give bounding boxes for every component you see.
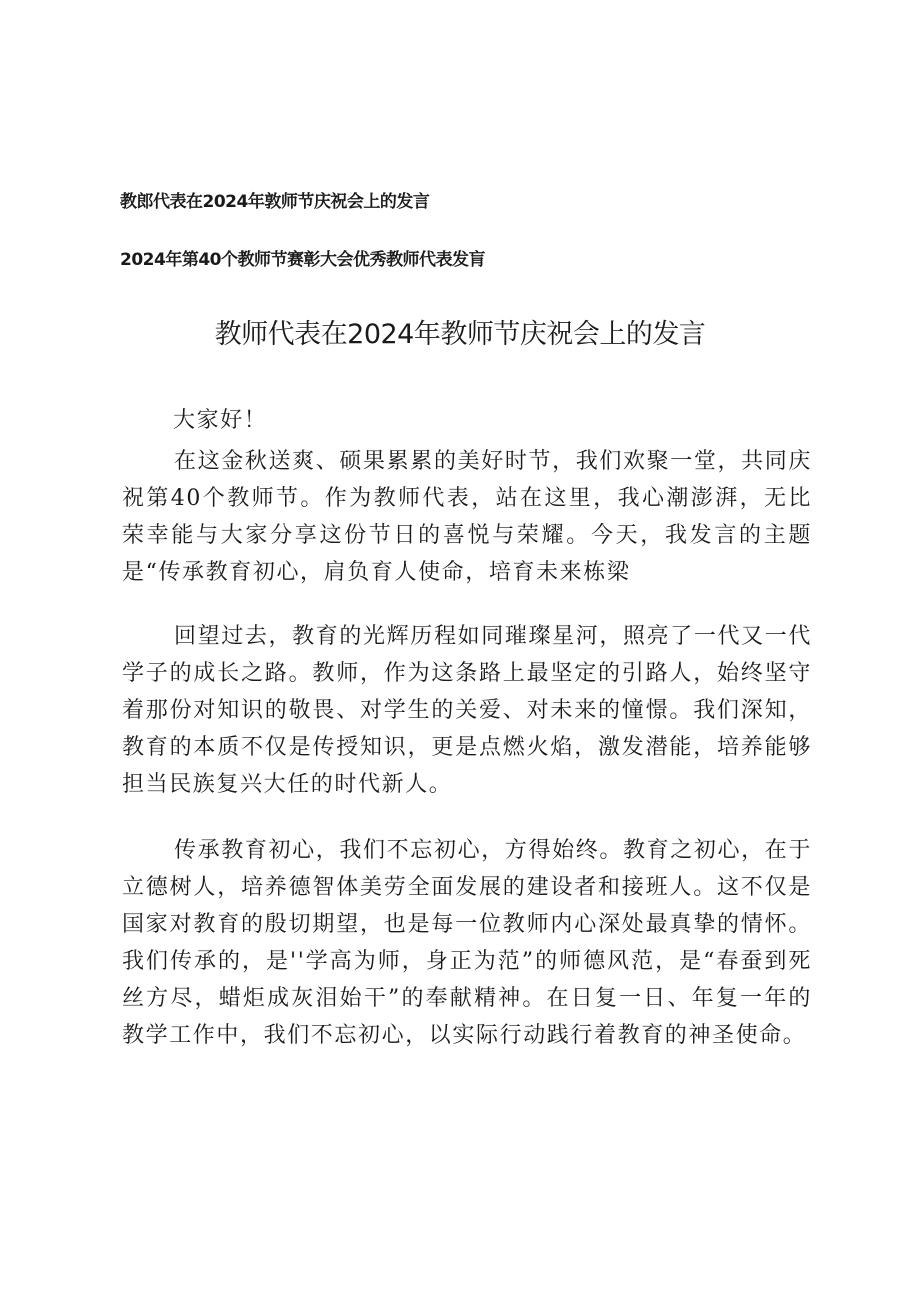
body-paragraph: 在这金秋送爽、硕果累累的美好时节，我们欢聚一堂，共同庆祝第40个教师节。作为教师代表，站在这里，我心潮澎湃，无比荣幸能与大家分享这份节日的喜悦与荣耀。今天，我发言的主题是“传承教育初心，肩负育人使命，培育未来栋梁	[122, 449, 812, 585]
greeting: 大家好！	[173, 408, 268, 433]
document-title: 教师代表在2024年教师节庆祝会上的发言	[214, 319, 706, 350]
toc-entry: 教郎代表在2024年敦师节庆祝会上的发言	[120, 192, 430, 212]
toc-entry: 2024年第40个教师节赛彰大会优秀教师代表发肓	[120, 250, 485, 270]
body-paragraph: 回望过去，教育的光辉历程如同璀璨星河，照亮了一代又一代学子的成长之路。教师，作为这条路上最坚定的引路人，始终坚守着那份对知识的敬畏、对学生的关爱、对未来的憧憬。我们深知，教育的本质不仅是传授知识，更是点燃火焰，激发潜能，培养能够担当民族复兴大任的时代新人。	[122, 624, 812, 797]
body-paragraph: 传承教育初心，我们不忘初心，方得始终。教育之初心，在于立德树人，培养德智体美劳全面发展的建设者和接班人。这不仅是国家对教育的殷切期望，也是每一位教师内心深处最真挚的情怀。我们传承的，是''学高为师，身正为范”的师德风范，是“春蚕到死丝方尽，蜡炬成灰泪始干”的奉献精神。在日复一日、年复一年的教学工作中，我们不忘初心，以实际行动践行着教育的神圣使命。	[122, 838, 812, 1048]
